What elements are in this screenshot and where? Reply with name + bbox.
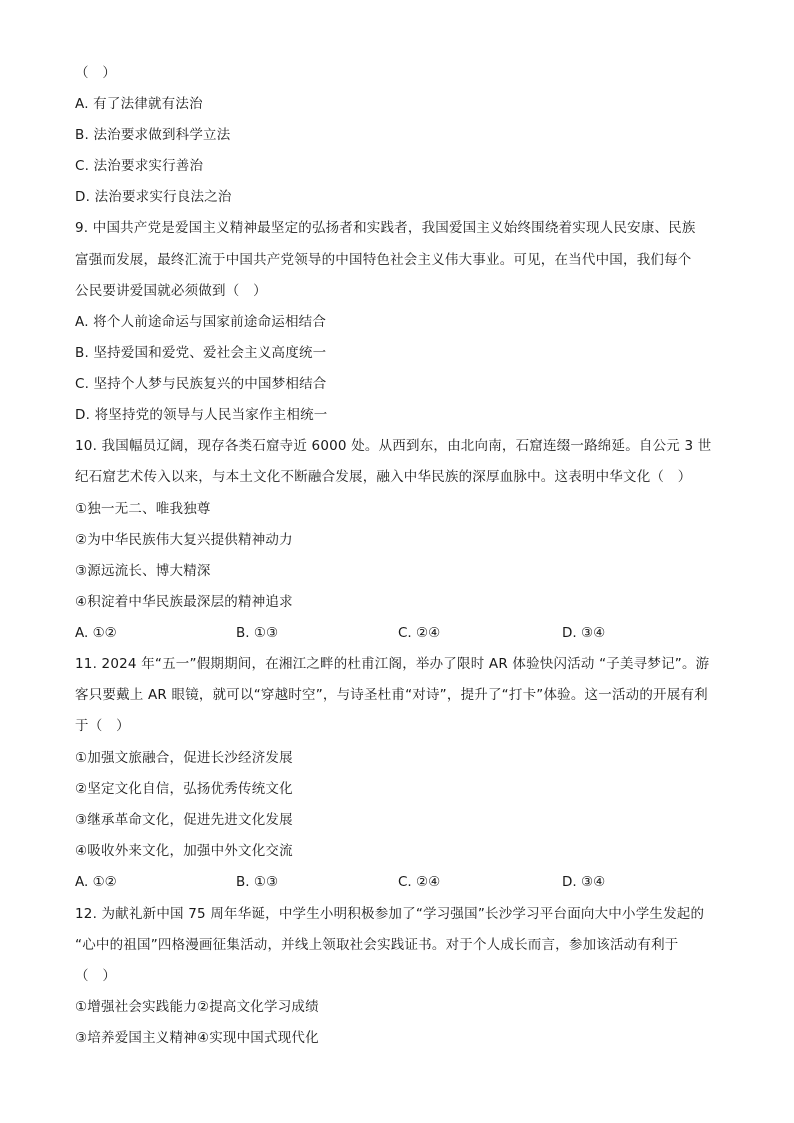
q8-option-b: B. 法治要求做到科学立法: [75, 127, 231, 143]
q9-stem-line-3: 公民要讲爱国就必须做到（ ）: [75, 283, 267, 299]
q9-option-c: C. 坚持个人梦与民族复兴的中国梦相结合: [75, 376, 327, 392]
q12-stem-line-2: “心中的祖国”四格漫画征集活动，并线上领取社会实践证书。对于个人成长而言，参加该活动有利于: [75, 937, 679, 953]
q11-choice-a: A. ①②: [75, 874, 117, 890]
q11-statement-1: ①加强文旅融合，促进长沙经济发展: [75, 750, 293, 766]
q11-choice-c: C. ②④: [398, 874, 441, 890]
q9-option-a: A. 将个人前途命运与国家前途命运相结合: [75, 314, 327, 330]
q10-choice-b: B. ①③: [236, 625, 279, 641]
q8-option-a: A. 有了法律就有法治: [75, 96, 203, 112]
q10-choice-d: D. ③④: [562, 625, 606, 641]
q8-option-d: D. 法治要求实行良法之治: [75, 189, 232, 205]
q10-stem-line-1: 10. 我国幅员辽阔，现存各类石窟寺近 6000 处。从西到东，由北向南，石窟连缀一路绵延。自公元 3 世: [75, 438, 712, 454]
q9-option-b: B. 坚持爱国和爱党、爱社会主义高度统一: [75, 345, 327, 361]
q11-choice-d: D. ③④: [562, 874, 606, 890]
q12-statement-row-2: ③培养爱国主义精神④实现中国式现代化: [75, 1030, 319, 1046]
q10-statement-1: ①独一无二、唯我独尊: [75, 501, 211, 517]
q10-choice-a: A. ①②: [75, 625, 117, 641]
q10-statement-3: ③源远流长、博大精深: [75, 563, 211, 579]
q10-statement-4: ④积淀着中华民族最深层的精神追求: [75, 594, 293, 610]
q8-stem-tail: （ ）: [75, 65, 117, 81]
q8-option-c: C. 法治要求实行善治: [75, 158, 204, 174]
q9-stem-line-1: 9. 中国共产党是爱国主义精神最坚定的弘扬者和实践者，我国爱国主义始终围绕着实现人民安康、民族: [75, 220, 696, 236]
q11-stem-line-2: 客只要戴上 AR 眼镜，就可以“穿越时空”，与诗圣杜甫“对诗”，提升了“打卡”体验。这一活动的开展有利: [75, 687, 708, 703]
q11-stem-line-3: 于（ ）: [75, 718, 130, 734]
q12-stem-line-1: 12. 为献礼新中国 75 周年华诞，中学生小明积极参加了“学习强国”长沙学习平台面向大中小学生发起的: [75, 906, 705, 922]
q10-choice-c: C. ②④: [398, 625, 441, 641]
q9-option-d: D. 将坚持党的领导与人民当家作主相统一: [75, 407, 328, 423]
q12-statement-row-1: ①增强社会实践能力②提高文化学习成绩: [75, 999, 319, 1015]
q11-statement-2: ②坚定文化自信，弘扬优秀传统文化: [75, 781, 293, 797]
q11-choice-b: B. ①③: [236, 874, 279, 890]
q10-statement-2: ②为中华民族伟大复兴提供精神动力: [75, 532, 293, 548]
q9-stem-line-2: 富强而发展，最终汇流于中国共产党领导的中国特色社会主义伟大事业。可见，在当代中国，我们每个: [75, 252, 692, 268]
q11-statement-3: ③继承革命文化，促进先进文化发展: [75, 812, 293, 828]
q11-statement-4: ④吸收外来文化，加强中外文化交流: [75, 843, 293, 859]
q11-stem-line-1: 11. 2024 年“五一”假期期间，在湘江之畔的杜甫江阁，举办了限时 AR 体验快闪活动 “子美寻梦记”。游: [75, 656, 710, 672]
q12-stem-line-3: （ ）: [75, 968, 117, 984]
q10-stem-line-2: 纪石窟艺术传入以来，与本土文化不断融合发展，融入中华民族的深厚血脉中。这表明中华文化（ ）: [75, 469, 692, 485]
